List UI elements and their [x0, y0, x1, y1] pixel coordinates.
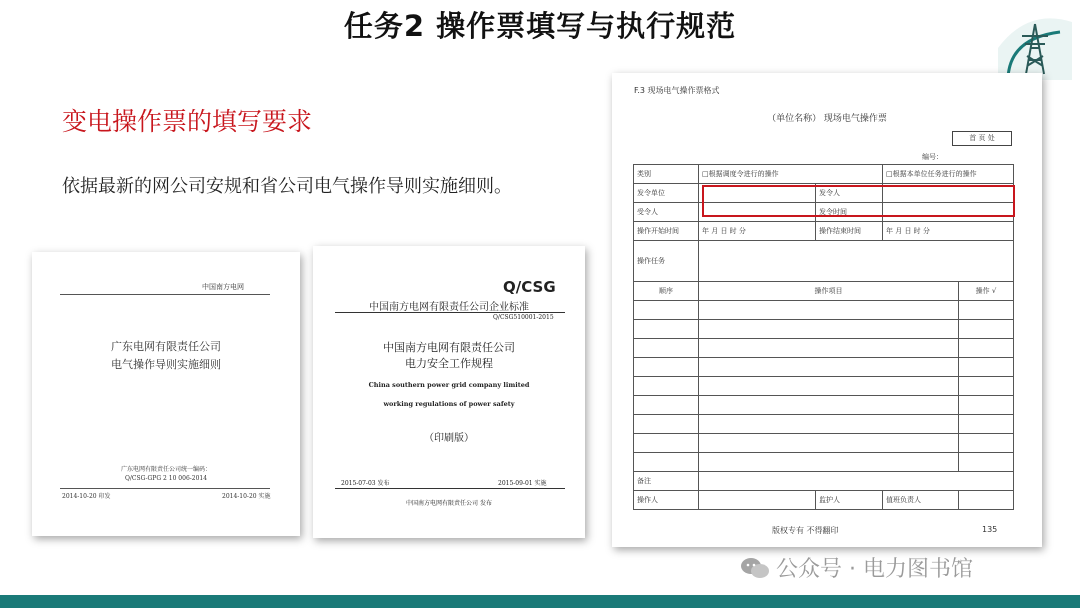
table-row — [634, 339, 1014, 358]
bottom-accent-bar — [0, 595, 1080, 608]
doc2-publisher: 中国南方电网有限责任公司 发布 — [406, 500, 492, 507]
doc2-brand: Q/CSG — [503, 278, 556, 296]
doc1-header-rule — [60, 294, 270, 295]
cell-remarks-label: 备注 — [634, 472, 699, 491]
doc2-code: Q/CSG510001-2015 — [493, 314, 554, 321]
doc1-code: Q/CSG-GPG 2 10 006-2014 — [124, 475, 208, 482]
doc1-issued-date: 2014-10-20 印发 — [62, 493, 111, 500]
doc2-edition: （印刷版） — [424, 433, 474, 444]
doc2-title-line1: 中国南方电网有限责任公司 — [383, 341, 515, 354]
cell-task-value — [699, 241, 1014, 282]
form-section-label: F.3 现场电气操作票格式 — [634, 86, 720, 95]
cell-guardian-label: 监护人 — [816, 491, 883, 510]
doc1-title-line1: 广东电网有限责任公司 — [111, 340, 221, 353]
cell-check-header: 操作 √ — [959, 282, 1014, 301]
doc2-org-standard: 中国南方电网有限责任公司企业标准 — [369, 302, 529, 313]
cell-shift-leader-label: 值班负责人 — [883, 491, 959, 510]
section-subtitle: 变电操作票的填写要求 — [62, 107, 313, 136]
cell-seq-header: 顺序 — [634, 282, 699, 301]
form-number-label: 编号： — [922, 153, 943, 161]
watermark — [740, 552, 973, 583]
cell-start-time-label: 操作开始时间 — [634, 222, 699, 241]
form-heading: （单位名称） 现场电气操作票 — [767, 114, 887, 124]
form-stamp: 首 页 处 — [952, 131, 1012, 146]
table-row — [634, 434, 1014, 453]
table-row — [634, 301, 1014, 320]
cell-remarks-value — [699, 472, 1014, 491]
operation-ticket-form — [612, 73, 1042, 547]
table-row — [634, 377, 1014, 396]
cell-type-option1: □根据调度令进行的操作 — [699, 165, 883, 184]
doc2-bottom-rule — [335, 488, 565, 489]
cell-type-label: 类别 — [634, 165, 699, 184]
cell-end-time-value: 年 月 日 时 分 — [883, 222, 1014, 241]
doc1-footer-rule — [60, 488, 270, 489]
csg-safety-regulations-cover — [313, 246, 585, 538]
table-row — [634, 453, 1014, 472]
doc2-english-line2: working regulations of power safety — [383, 400, 515, 408]
highlight-box — [702, 185, 1015, 217]
wechat-icon — [740, 556, 770, 580]
form-page-number: 135 — [982, 525, 998, 534]
cell-item-header: 操作项目 — [699, 282, 959, 301]
cell-issuer-person-label: 发令人 — [816, 184, 883, 203]
cell-end-time-label: 操作结束时间 — [816, 222, 883, 241]
cell-operator-value — [699, 491, 816, 510]
cell-start-time-value: 年 月 日 时 分 — [699, 222, 816, 241]
guangdong-guideline-cover — [32, 252, 300, 536]
description-text: 依据最新的网公司安规和省公司电气操作导则实施细则。 — [62, 176, 512, 197]
cell-issuer-unit-label: 发令单位 — [634, 184, 699, 203]
table-row — [634, 320, 1014, 339]
table-row — [634, 358, 1014, 377]
slide-title: 任务2 操作票填写与执行规范 — [343, 9, 737, 43]
cell-task-label: 操作任务 — [634, 241, 699, 282]
power-tower-logo — [998, 18, 1072, 80]
doc2-english-line1: China southern power grid company limited — [368, 381, 530, 389]
cell-shift-leader-value — [959, 491, 1014, 510]
doc1-effective-date: 2014-10-20 实施 — [222, 493, 271, 500]
doc1-title-line2: 电气操作导则实施细则 — [111, 358, 221, 371]
doc2-effective-date: 2015-09-01 实施 — [498, 480, 547, 487]
doc1-issuer: 广东电网有限责任公司统一编码： — [120, 466, 211, 473]
cell-type-option2: □根据本单位任务进行的操作 — [883, 165, 1014, 184]
doc2-title-line2: 电力安全工作规程 — [405, 357, 493, 370]
cell-order-time-label: 发令时间 — [816, 203, 883, 222]
form-footer: 版权专有 不得翻印 — [772, 526, 839, 535]
doc2-issued-date: 2015-07-03 发布 — [341, 480, 390, 487]
cell-receiver-label: 受令人 — [634, 203, 699, 222]
doc2-top-rule — [335, 312, 565, 313]
doc1-header-logo: 中国南方电网 — [202, 283, 244, 291]
table-row — [634, 396, 1014, 415]
cell-operator-label: 操作人 — [634, 491, 699, 510]
table-row — [634, 415, 1014, 434]
watermark-text: 公众号 · 电力图书馆 — [776, 557, 973, 582]
